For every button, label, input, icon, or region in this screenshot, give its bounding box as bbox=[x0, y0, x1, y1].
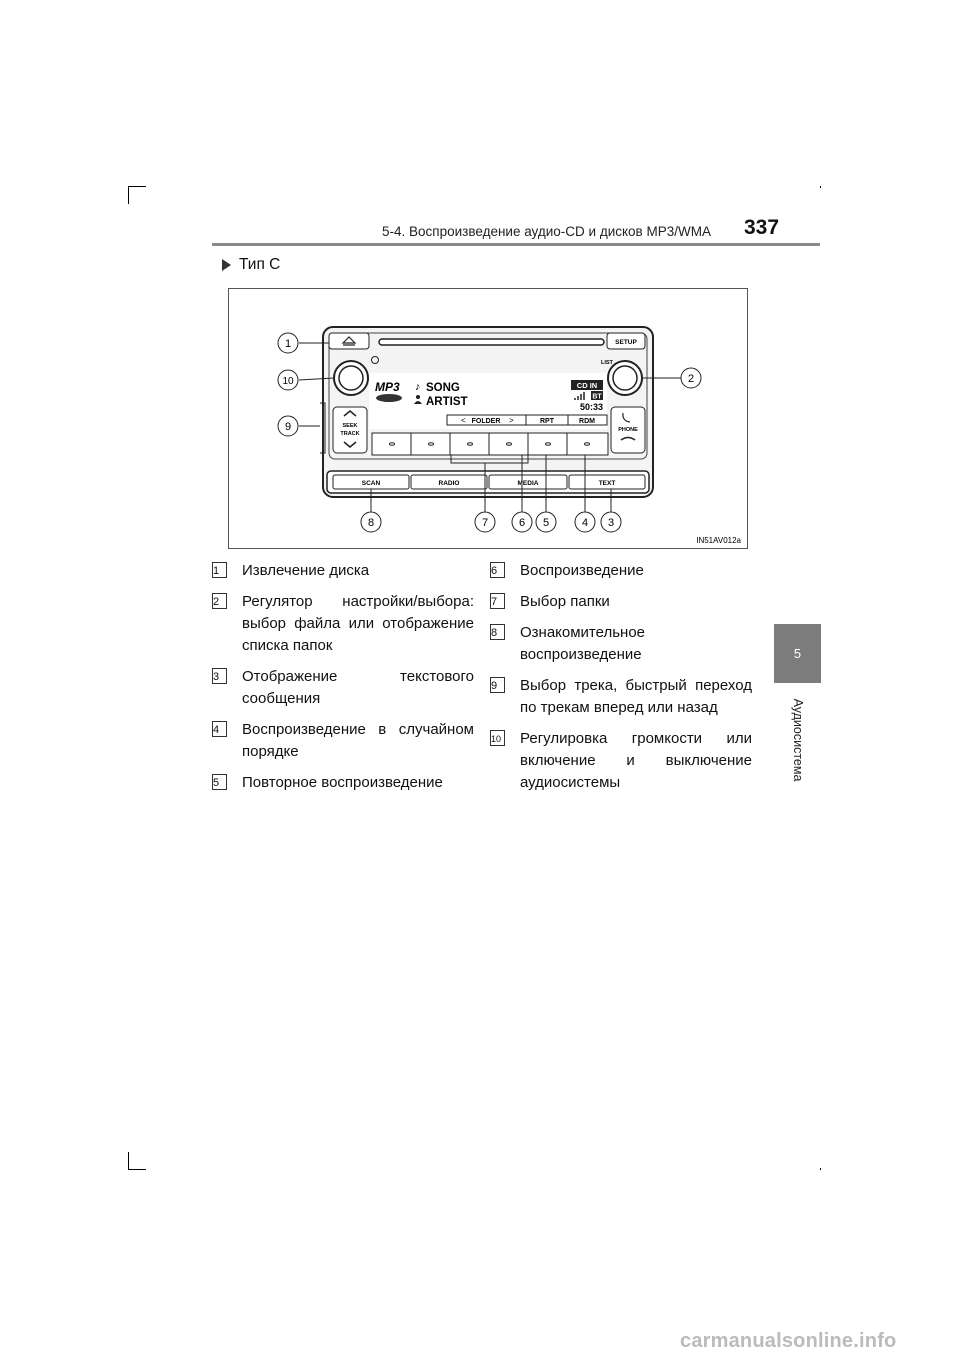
audio-unit-illustration bbox=[229, 289, 749, 550]
list-label: LIST bbox=[601, 360, 613, 366]
legend-item bbox=[212, 591, 474, 657]
artist-icon bbox=[416, 395, 420, 399]
callout-9-label: 9 bbox=[284, 421, 292, 433]
display-format: MP3 bbox=[375, 380, 400, 394]
legend-text: Регулировка громкости или включение и выключение аудиосистемы bbox=[520, 730, 752, 791]
legend-number: 5 bbox=[212, 774, 227, 790]
legend-text: Извлечение диска bbox=[242, 562, 370, 579]
chapter-number: 5 bbox=[793, 646, 802, 661]
preset-button-row bbox=[372, 433, 608, 455]
legend-text: Ознакомительное воспроизведение bbox=[520, 624, 646, 663]
legend-text: Выбор трека, быстрый переход по трекам вперед или назад bbox=[520, 677, 752, 716]
legend-column-left bbox=[212, 560, 474, 803]
crop-mark-bottom-left-h bbox=[128, 1169, 146, 1170]
callout-3-label: 3 bbox=[607, 517, 615, 529]
legend-item bbox=[490, 675, 752, 719]
legend-column-right bbox=[490, 560, 752, 803]
legend-number: 8 bbox=[490, 624, 505, 640]
legend-number: 1 bbox=[212, 562, 227, 578]
crop-mark-top-left-v bbox=[128, 186, 129, 204]
legend-number: 4 bbox=[212, 721, 227, 737]
bt-label: BT bbox=[592, 393, 602, 401]
image-code: IN51AV012a bbox=[696, 536, 741, 545]
legend-item bbox=[212, 772, 474, 794]
crop-mark-top-left-h bbox=[128, 186, 146, 187]
triangle-bullet-icon bbox=[222, 259, 231, 271]
legend-item bbox=[490, 622, 752, 666]
legend-item bbox=[212, 666, 474, 710]
section-header: 5-4. Воспроизведение аудио-CD и дисков MP3/WMA bbox=[382, 224, 711, 239]
callout-8-label: 8 bbox=[367, 517, 375, 529]
legend-item bbox=[212, 719, 474, 763]
display-time: 50:33 bbox=[579, 402, 603, 412]
legend-number: 10 bbox=[490, 730, 505, 746]
setup-label: SETUP bbox=[615, 339, 637, 346]
legend-number: 3 bbox=[212, 668, 227, 684]
legend-text: Повторное воспроизведение bbox=[242, 774, 443, 791]
seek-label: SEEK bbox=[342, 423, 358, 429]
legend-item bbox=[490, 560, 752, 582]
legend-text: Отображение текстового сообщения bbox=[242, 668, 474, 707]
display-artist: ARTIST bbox=[426, 396, 468, 408]
cd-in-label: CD IN bbox=[576, 381, 598, 390]
legend-text: Выбор папки bbox=[520, 593, 610, 610]
track-label: TRACK bbox=[340, 431, 360, 437]
callout-6-label: 6 bbox=[518, 517, 526, 529]
chapter-title-text: Аудиосистема bbox=[791, 698, 805, 782]
legend-number: 6 bbox=[490, 562, 505, 578]
legend-item bbox=[490, 728, 752, 794]
text-label: TEXT bbox=[598, 480, 616, 487]
folder-prev-icon: < bbox=[461, 416, 466, 425]
audio-unit-figure bbox=[228, 288, 748, 549]
callout-7-label: 7 bbox=[481, 517, 489, 529]
page-number: 337 bbox=[744, 216, 780, 239]
callout-2-label: 2 bbox=[687, 373, 695, 385]
soft-key-rpt: RPT bbox=[540, 418, 554, 425]
folder-next-icon: > bbox=[509, 416, 514, 425]
legend-text: Регулятор настройки/выбора: выбор файла или отображение списка папок bbox=[242, 593, 474, 654]
legend-item bbox=[490, 591, 752, 613]
legend-number: 7 bbox=[490, 593, 505, 609]
legend-text: Воспроизведение bbox=[520, 562, 644, 579]
disc-icon bbox=[376, 394, 402, 402]
type-label-text: Тип C bbox=[239, 256, 281, 273]
crop-mark-bottom-right bbox=[820, 1168, 821, 1170]
legend-text: Воспроизведение в случайном порядке bbox=[242, 721, 474, 760]
legend-item bbox=[212, 560, 474, 582]
crop-mark-top-right bbox=[820, 186, 821, 188]
chapter-tab bbox=[774, 624, 821, 683]
chapter-title bbox=[788, 690, 808, 790]
callout-10-label: 10 bbox=[282, 376, 294, 387]
phone-label: PHONE bbox=[618, 427, 638, 433]
display-song: SONG bbox=[426, 382, 460, 394]
callout-1-label: 1 bbox=[284, 338, 292, 350]
crop-mark-bottom-left-v bbox=[128, 1152, 129, 1170]
header-rule bbox=[212, 243, 820, 246]
note-icon: ♪ bbox=[415, 381, 421, 393]
callout-5-label: 5 bbox=[542, 517, 550, 529]
radio-label: RADIO bbox=[438, 480, 460, 487]
callout-4-label: 4 bbox=[581, 517, 589, 529]
soft-key-rdm: RDM bbox=[579, 418, 595, 425]
cd-slot bbox=[379, 339, 604, 345]
eject-button bbox=[329, 333, 369, 349]
media-label: MEDIA bbox=[517, 480, 539, 487]
footer-watermark[interactable]: carmanualsonline.info bbox=[680, 1330, 897, 1352]
type-label bbox=[222, 256, 280, 274]
legend-number: 2 bbox=[212, 593, 227, 609]
scan-label: SCAN bbox=[361, 480, 381, 487]
legend-number: 9 bbox=[490, 677, 505, 693]
soft-key-folder: FOLDER bbox=[471, 418, 501, 425]
